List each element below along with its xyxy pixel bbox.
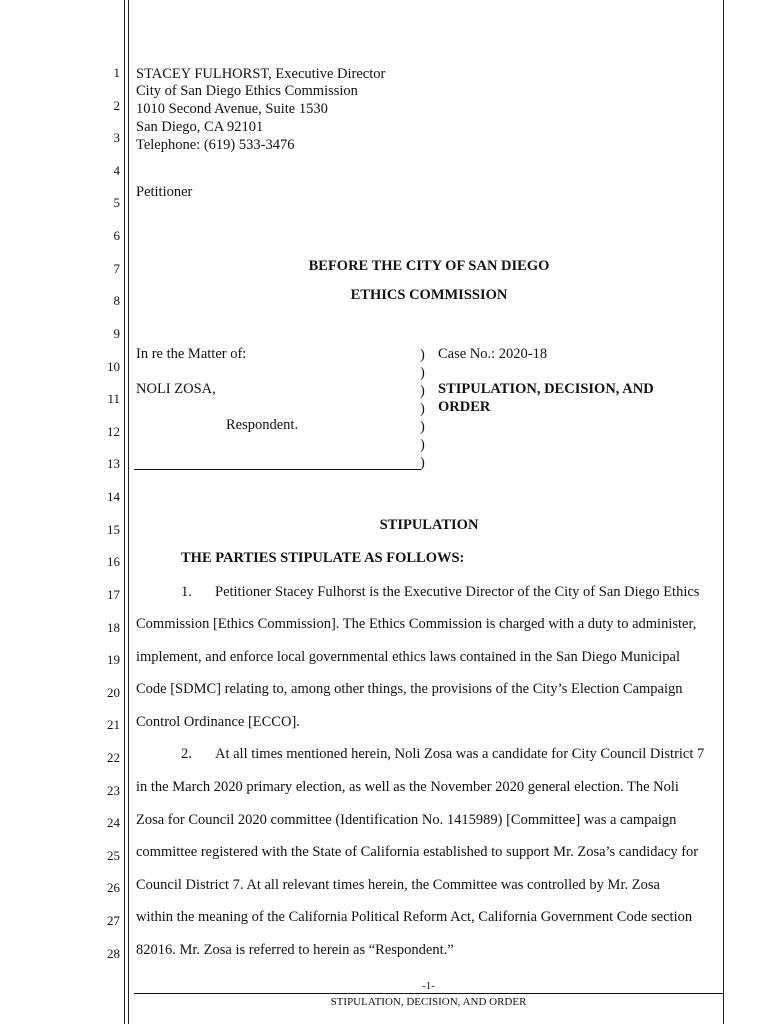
paragraph-line: implement, and enforce local governmental ethics laws contained in the San Diego Municipal [136,649,680,665]
page-number: -1- [422,980,435,992]
line-number: 20 [107,685,120,700]
caption-paren: ) [420,347,425,363]
address-line: 1010 Second Avenue, Suite 1530 [136,101,328,117]
caption-paren: ) [420,437,425,453]
line-number: 26 [107,880,120,895]
document-title-line2: ORDER [438,399,491,415]
party-label: Petitioner [136,184,193,200]
line-number: 8 [113,293,120,308]
line-number: 12 [107,424,120,439]
line-number: 1 [113,65,120,80]
line-number: 14 [107,489,120,504]
line-number: 21 [107,717,120,732]
line-number: 16 [107,554,120,569]
respondent-label: Respondent. [226,417,299,433]
left-margin-rule-inner [128,0,129,1024]
left-margin-rule [124,0,125,1024]
address-line: San Diego, CA 92101 [136,119,264,135]
respondent-name: NOLI ZOSA, [136,381,216,397]
document-title-line1: STIPULATION, DECISION, AND [438,381,654,397]
right-margin-rule [723,0,724,1024]
footer-rule [134,993,723,994]
caption-paren: ) [420,383,425,399]
line-number: 28 [107,946,120,961]
paragraph-line: 82016. Mr. Zosa is referred to herein as “Respondent.” [136,942,454,958]
line-number: 24 [107,815,120,830]
line-number: 5 [113,195,120,210]
line-number: 11 [107,391,120,406]
caption-rule [134,469,421,470]
line-number: 10 [107,359,120,374]
caption-paren: ) [420,401,425,417]
line-number: 2 [113,98,120,113]
line-number: 22 [107,750,120,765]
paragraph-number: 2. [181,746,192,762]
caption-paren: ) [420,455,425,471]
paragraph-line: Commission [Ethics Commission]. The Ethics Commission is charged with a duty to administer, [136,616,697,632]
line-number: 27 [107,913,120,928]
caption-paren: ) [420,365,425,381]
paragraph-line: committee registered with the State of California established to support Mr. Zosa’s candidacy for [136,844,699,860]
court-heading-line1: BEFORE THE CITY OF SAN DIEGO [308,258,550,274]
paragraph-number: 1. [181,584,192,600]
paragraph-line: Zosa for Council 2020 committee (Identification No. 1415989) [Committee] was a campaign [136,812,677,828]
line-number: 9 [113,326,120,341]
paragraph-first-line: Petitioner Stacey Fulhorst is the Executive Director of the City of San Diego Ethics [215,584,700,600]
line-number: 6 [113,228,120,243]
court-heading-line2: ETHICS COMMISSION [350,287,508,303]
line-number: 13 [107,456,120,471]
intro-heading: THE PARTIES STIPULATE AS FOLLOWS: [181,550,465,566]
line-number: 3 [113,130,120,145]
line-number: 15 [107,522,120,537]
paragraph-line: Code [SDMC] relating to, among other things, the provisions of the City’s Election Campaign [136,681,683,697]
line-number: 25 [107,848,120,863]
line-number: 18 [107,620,120,635]
paragraph-line: Control Ordinance [ECCO]. [136,714,300,730]
footer-title: STIPULATION, DECISION, AND ORDER [330,996,527,1008]
section-heading: STIPULATION [379,517,479,533]
paragraph-line: in the March 2020 primary election, as well as the November 2020 general election. The Noli [136,779,679,795]
line-number: 7 [113,261,120,276]
case-number: Case No.: 2020-18 [438,346,548,362]
line-number: 4 [113,163,120,178]
paragraph-line: within the meaning of the California Political Reform Act, California Government Code section [136,909,693,925]
address-line: Telephone: (619) 533-3476 [136,137,295,153]
line-number: 17 [107,587,120,602]
paragraph-first-line: At all times mentioned herein, Noli Zosa was a candidate for City Council District 7 [215,746,705,762]
caption-paren: ) [420,419,425,435]
address-line: STACEY FULHORST, Executive Director [136,66,386,82]
address-line: City of San Diego Ethics Commission [136,83,358,99]
paragraph-line: Council District 7. At all relevant times herein, the Committee was controlled by Mr. Zosa [136,877,660,893]
matter-label: In re the Matter of: [136,346,247,362]
line-number: 23 [107,783,120,798]
line-number: 19 [107,652,120,667]
